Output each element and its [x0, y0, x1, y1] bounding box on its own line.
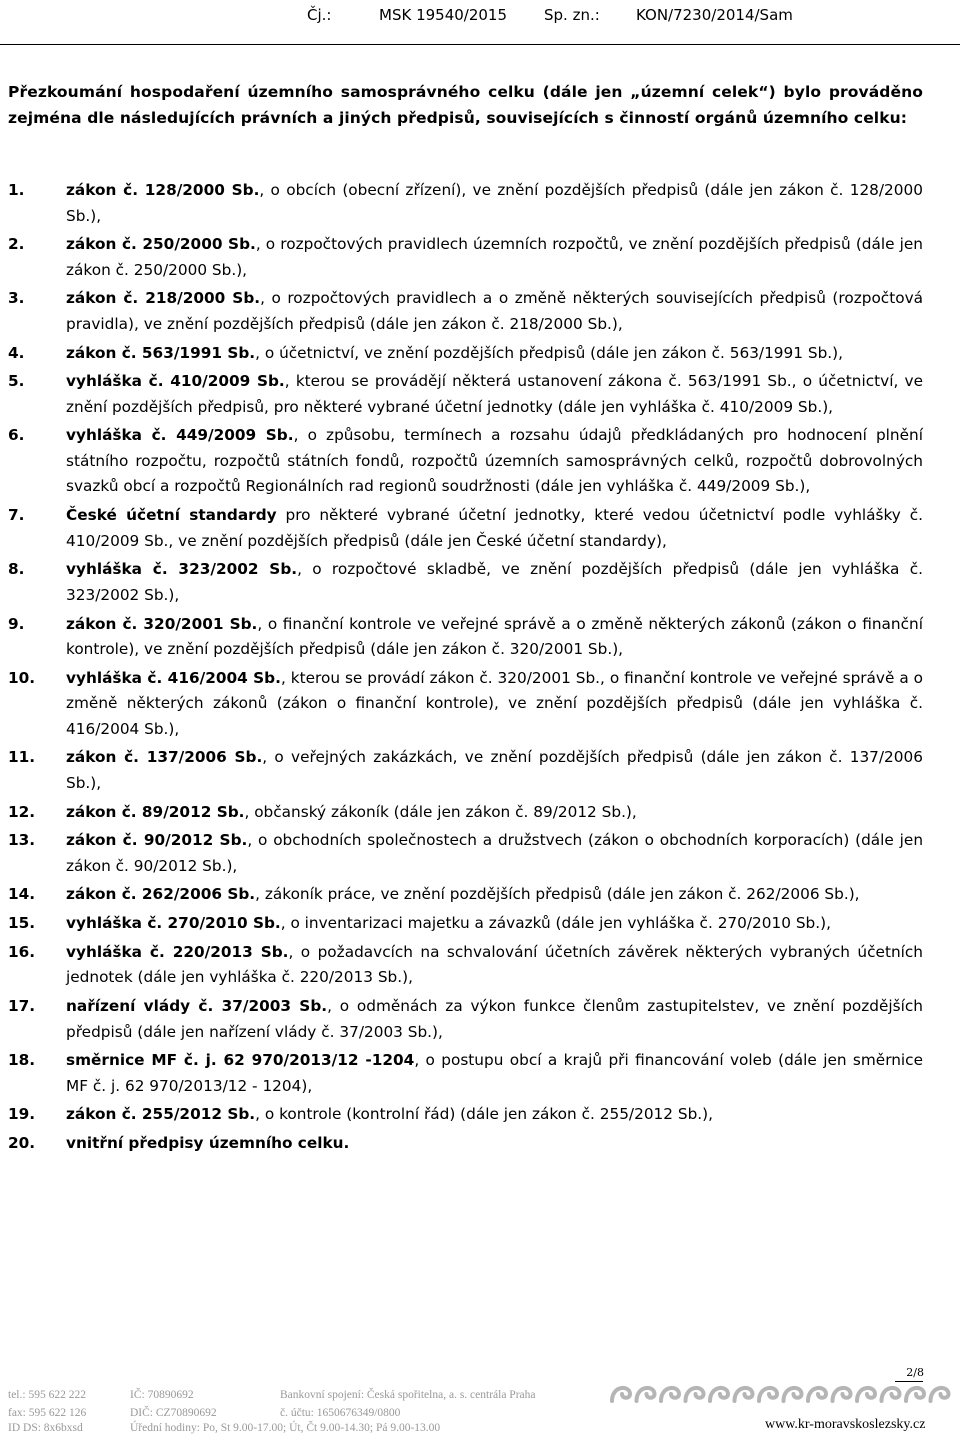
- list-item: [8, 178, 923, 229]
- list-item: [8, 232, 923, 283]
- logo-wave: [759, 1388, 777, 1401]
- list-item: [8, 341, 923, 367]
- list-item: [8, 666, 923, 743]
- logo-wave: [661, 1388, 679, 1401]
- item-title: vyhláška č. 270/2010 Sb.: [66, 914, 281, 933]
- item-number: 19.: [8, 1105, 36, 1124]
- item-text: , kterou se provádí zákon č. 320/2001 Sb., o finanční kontrole ve veřejné správě a o změně některých zákonů (zákon o finanční kontrole), ve znění pozdějších předpisů (dále jen vyhláška č. 416/2004 Sb.),: [66, 668, 924, 738]
- list-item: [8, 286, 923, 337]
- list-item: [8, 423, 923, 500]
- item-number: 17.: [8, 997, 36, 1015]
- logo-wave: [784, 1388, 802, 1401]
- logo-wave: [808, 1388, 826, 1401]
- item-number: 15.: [8, 914, 36, 933]
- item-text: , o finanční kontrole ve veřejné správě a o změně některých zákonů (zákon o finanční kontrole), ve znění pozdějších předpisů (dále jen zákon č. 320/2001 Sb.),: [66, 614, 923, 658]
- item-text: , o veřejných zakázkách, ve znění pozdějších předpisů (dále jen zákon č. 137/2006 Sb.),: [66, 748, 923, 792]
- list-item: [8, 1102, 923, 1128]
- logo-wave: [686, 1388, 704, 1401]
- footer-tel: tel.: 595 622 222: [8, 1389, 86, 1401]
- logo-wave: [612, 1388, 630, 1401]
- item-title: zákon č. 89/2012 Sb.: [66, 802, 245, 821]
- item-text: , o kontrole (kontrolní řád) (dále jen zákon č. 255/2012 Sb.),: [255, 1105, 713, 1124]
- document-header: [0, 6, 960, 26]
- item-number: 11.: [8, 748, 36, 767]
- header-rule: [0, 44, 960, 45]
- list-item: [8, 828, 923, 879]
- list-item: [8, 369, 923, 420]
- logo-wave: [735, 1388, 753, 1401]
- item-text: , o způsobu, termínech a rozsahu údajů předkládaných pro hodnocení plnění státního rozpočtu, rozpočtů státních fondů, rozpočtů územních samosprávných celků, rozpočtů dobrovolných svazků obcí a rozpočtů Regionálních rad regionů soudržnosti (dále jen vyhláška č. 449/2009 Sb.),: [66, 426, 923, 496]
- item-text: , zákoník práce, ve znění pozdějších předpisů (dále jen zákon č. 262/2006 Sb.),: [255, 885, 860, 904]
- list-item: [8, 503, 923, 554]
- footer-dic: DIČ: CZ70890692: [130, 1407, 217, 1419]
- list-item: [8, 1048, 923, 1099]
- spzn-value: KON/7230/2014/Sam: [636, 6, 793, 24]
- logo-wave: [931, 1388, 949, 1401]
- logo-wave: [710, 1388, 728, 1401]
- item-number: 10.: [8, 668, 36, 687]
- logo-wave: [857, 1388, 875, 1401]
- item-number: 3.: [8, 289, 25, 308]
- item-text: , o postupu obcí a krajů při financování voleb (dále jen směrnice MF č. j. 62 970/2013/12 - 1204),: [66, 1051, 923, 1095]
- item-text: , o rozpočtových pravidlech územních rozpočtů, ve znění pozdějších předpisů (dále jen zákon č. 250/2000 Sb.),: [66, 235, 923, 279]
- item-number: 7.: [8, 506, 25, 525]
- item-title: nařízení vlády č. 37/2003 Sb.: [66, 997, 328, 1015]
- list-item: [8, 557, 923, 608]
- item-number: 4.: [8, 343, 25, 362]
- item-title: zákon č. 218/2000 Sb.: [66, 289, 261, 308]
- item-text: , kterou se provádějí některá ustanovení zákona č. 563/1991 Sb., o účetnictví, ve znění pozdějších předpisů, pro některé vybrané účetní jednotky (dále jen vyhláška č. 410/2009 Sb.),: [66, 372, 923, 416]
- cj-value: MSK 19540/2015: [379, 6, 508, 24]
- item-title: zákon č. 128/2000 Sb.: [66, 181, 260, 199]
- page-number: 2/8: [906, 1366, 924, 1379]
- spzn-label: Sp. zn.:: [544, 6, 600, 24]
- footer-hours: Úřední hodiny: Po, St 9.00-17.00; Út, Čt 9.00-14.30; Pá 9.00-13.00: [130, 1422, 441, 1434]
- item-text: , o požadavcích na schvalování účetních závěrek některých vybraných účetních jednotek (dále jen vyhláška č. 220/2013 Sb.),: [66, 942, 924, 987]
- footer-account: č. účtu: 1650676349/0800: [280, 1407, 401, 1419]
- website-link[interactable]: www.kr-moravskoslezsky.cz: [765, 1417, 926, 1432]
- cj-label: Čj.:: [307, 6, 332, 24]
- logo-wave: [906, 1388, 924, 1401]
- logo-wave: [882, 1388, 900, 1401]
- item-number: 18.: [8, 1051, 36, 1070]
- item-text: , o odměnách za výkon funkce členům zastupitelstev, ve znění pozdějších předpisů (dále jen nařízení vlády č. 37/2003 Sb.),: [66, 997, 923, 1041]
- item-number: 12.: [8, 802, 36, 821]
- footer-ds: ID DS: 8x6bxsd: [8, 1422, 83, 1434]
- item-text: , o inventarizaci majetku a závazků (dále jen vyhláška č. 270/2010 Sb.),: [280, 914, 831, 933]
- list-item: [8, 882, 923, 908]
- item-number: 2.: [8, 235, 25, 254]
- item-text: pro některé vybrané účetní jednotky, které vedou účetnictví podle vyhlášky č. 410/2009 Sb., ve znění pozdějších předpisů (dále jen České účetní standardy),: [66, 506, 923, 550]
- item-text: , o rozpočtové skladbě, ve znění pozdějších předpisů (dále jen vyhláška č. 323/2002 Sb.),: [66, 560, 923, 604]
- footer-ic: IČ: 70890692: [130, 1389, 194, 1401]
- list-item: [8, 612, 923, 663]
- list-item: [8, 800, 923, 826]
- item-title: zákon č. 563/1991 Sb.: [66, 343, 256, 362]
- item-number: 14.: [8, 885, 36, 904]
- item-number: 9.: [8, 614, 25, 633]
- item-title: vyhláška č. 449/2009 Sb.: [66, 426, 294, 445]
- item-title: vyhláška č. 416/2004 Sb.: [66, 668, 281, 687]
- logo-wave: [637, 1388, 655, 1401]
- item-title: zákon č. 250/2000 Sb.: [66, 235, 256, 254]
- item-title: zákon č. 255/2012 Sb.: [66, 1105, 256, 1124]
- item-title: vyhláška č. 220/2013 Sb.: [66, 942, 289, 961]
- footer-bank: Bankovní spojení: Česká spořitelna, a. s. centrála Praha: [280, 1389, 536, 1401]
- item-title: zákon č. 137/2006 Sb.: [66, 748, 263, 767]
- item-title: zákon č. 320/2001 Sb.: [66, 614, 258, 633]
- item-number: 1.: [8, 181, 25, 199]
- item-title: vyhláška č. 410/2009 Sb.: [66, 372, 285, 391]
- footer-fax: fax: 595 622 126: [8, 1407, 87, 1419]
- logo-wave: [833, 1388, 851, 1401]
- list-item: [8, 1131, 923, 1157]
- item-number: 13.: [8, 831, 36, 850]
- list-item: [8, 994, 923, 1045]
- item-number: 5.: [8, 372, 25, 391]
- item-title: směrnice MF č. j. 62 970/2013/12 -1204: [66, 1051, 415, 1070]
- item-title: vyhláška č. 323/2002 Sb.: [66, 560, 298, 579]
- item-number: 6.: [8, 426, 25, 445]
- item-title: zákon č. 90/2012 Sb.: [66, 831, 248, 850]
- item-text: , o obcích (obecní zřízení), ve znění pozdějších předpisů (dále jen zákon č. 128/2000 Sb.),: [66, 181, 923, 225]
- item-number: 16.: [8, 942, 36, 961]
- list-item: [8, 911, 923, 937]
- item-text: , o obchodních společnostech a družstvech (zákon o obchodních korporacích) (dále jen zákon č. 90/2012 Sb.),: [66, 831, 924, 875]
- list-item: [8, 745, 923, 796]
- legal-regulations-list: [8, 178, 923, 1160]
- regional-logo-icon: [606, 1379, 956, 1409]
- item-number: 8.: [8, 560, 25, 579]
- item-text: , občanský zákoník (dále jen zákon č. 89/2012 Sb.),: [244, 802, 637, 821]
- item-title: zákon č. 262/2006 Sb.: [66, 885, 256, 904]
- item-title: České účetní standardy: [66, 506, 277, 525]
- item-text: , o účetnictví, ve znění pozdějších předpisů (dále jen zákon č. 563/1991 Sb.),: [255, 343, 843, 362]
- item-title: vnitřní předpisy územního celku.: [66, 1134, 350, 1153]
- list-item: [8, 940, 923, 991]
- item-text: , o rozpočtových pravidlech a o změně některých souvisejících předpisů (rozpočtová pravidla), ve znění pozdějších předpisů (dále jen zákon č. 218/2000 Sb.),: [66, 289, 923, 333]
- intro-paragraph: Přezkoumání hospodaření územního samosprávného celku (dále jen „územní celek“) bylo prováděno zejména dle následujících právních a jiných předpisů, souvisejících s činností orgánů územního celku:: [8, 83, 923, 127]
- item-number: 20.: [8, 1134, 36, 1153]
